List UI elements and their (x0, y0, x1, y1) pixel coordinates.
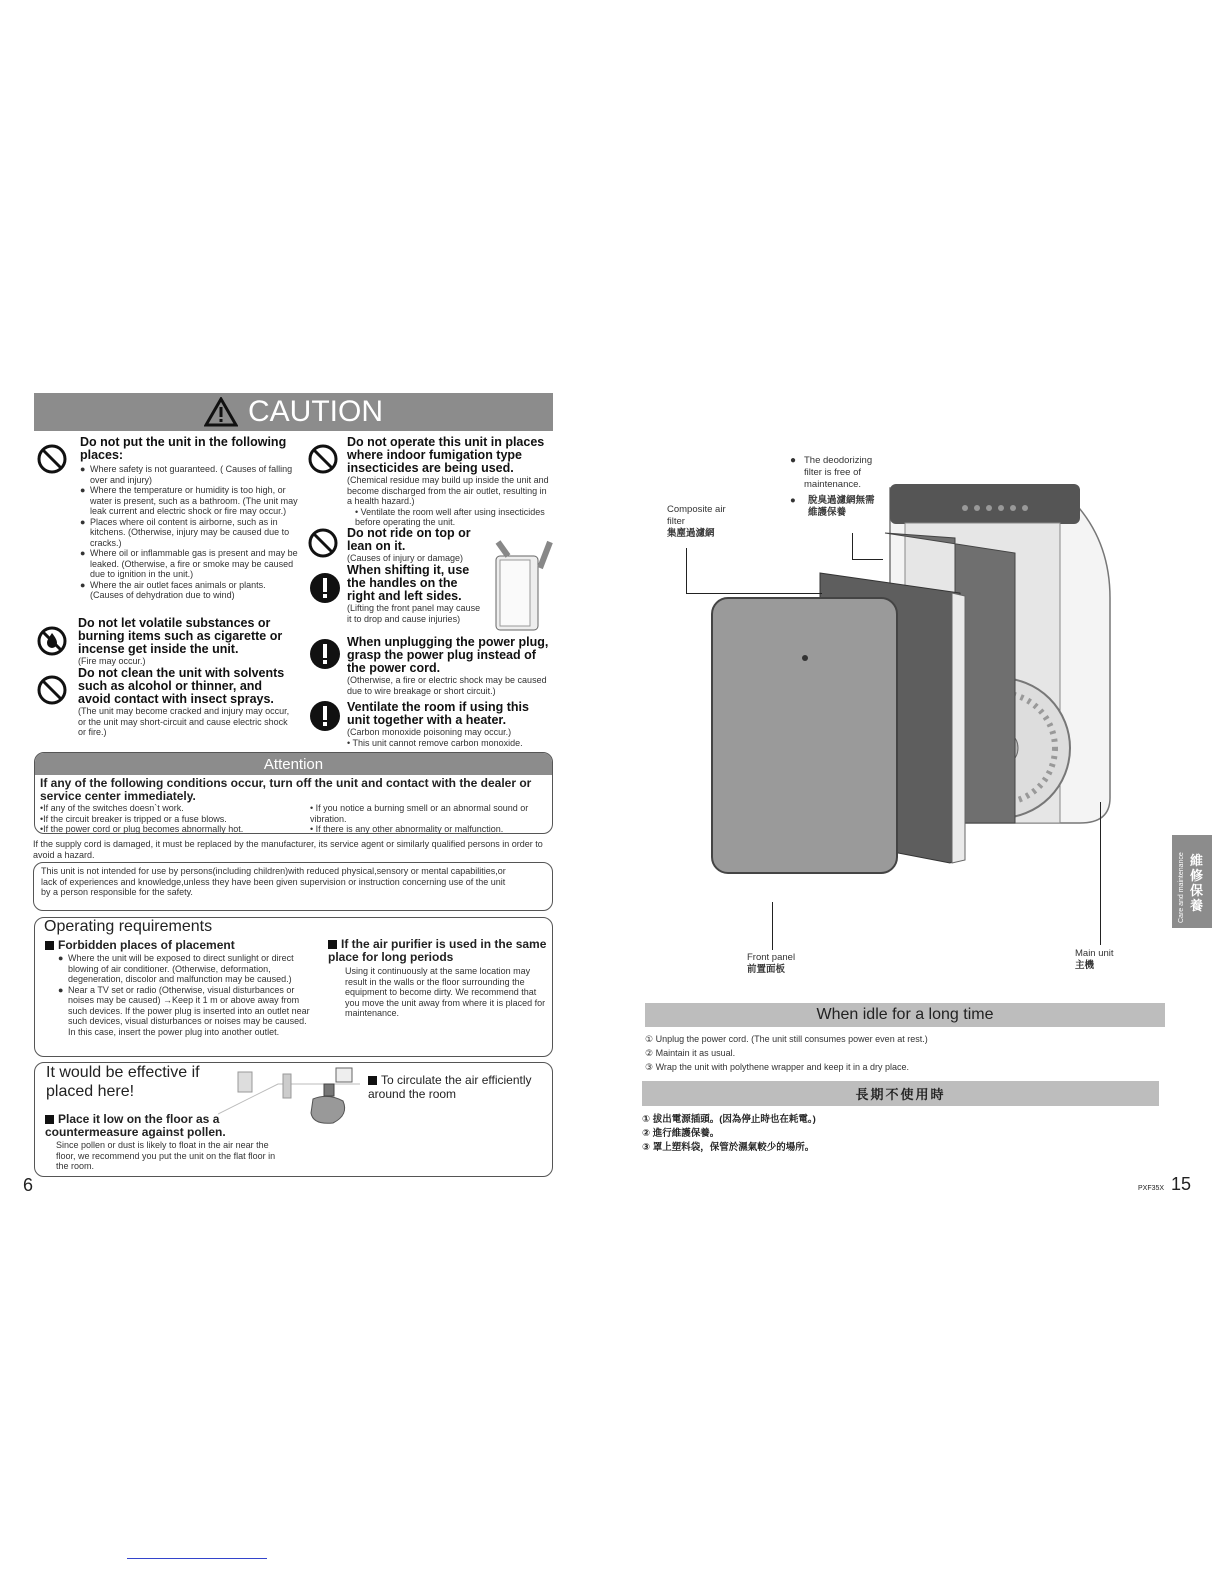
low-text: Since pollen or dust is likely to float in the air near the floor, we recommend you put the unit on the flat floor in the room. (56, 1140, 276, 1171)
item-heading: When shifting it, use the handles on the right and left sides. (347, 563, 470, 603)
air-purifier-exploded-illustration (690, 478, 1120, 878)
attention-left-list (40, 803, 300, 835)
item-heading: Do not clean the unit with solvents such as alcohol or thinner, and avoid contact with insect sprays. (78, 666, 285, 706)
item-note: (Carbon monoxide poisoning may occur.) (347, 727, 512, 737)
page-number-left: 6 (23, 1175, 34, 1195)
item-heading: Do not put the unit in the following places: (80, 435, 287, 462)
bullet: ● Where oil or inflammable gas is present and may be leaked. (Otherwise, a fire or smoke may be caused due to ignition in the unit.) (80, 548, 300, 580)
idle-title: When idle for a long time (645, 1003, 1165, 1027)
caution-left-item-2 (78, 617, 293, 667)
circulate-text: To circulate the air efficiently around the room (368, 1073, 532, 1101)
mandatory-icon (309, 572, 341, 604)
idle-step-zh: 罩上塑料袋，保管於濕氣較少的場所。 (652, 1142, 815, 1153)
item-note: (Lifting the front panel may cause it to drop and cause injuries) (347, 603, 481, 624)
caution-title: CAUTION (248, 395, 383, 428)
main-unit-zh: 主機 (1075, 960, 1095, 971)
bullet: ● Where the unit will be exposed to direct sunlight or direct blowing of air conditioner. (Otherwise, deformation, degeneration, discolor and malfunction may be caused.) (58, 953, 316, 985)
operating-title: Operating requirements (44, 918, 213, 935)
composite-zh: 集塵過濾網 (667, 528, 715, 539)
item-heading: When unplugging the power plug, grasp the power plug instead of the power cord. (347, 635, 549, 675)
caution-right-item-1 (347, 436, 550, 528)
item-note: (Otherwise, a fire or electric shock may be caused due to wire breakage or short circuit.) (347, 675, 547, 696)
deodorizing-en: The deodorizing filter is free of maintenance. (804, 455, 873, 490)
forbidden-heading: Forbidden places of placement (45, 938, 235, 952)
item-note: (The unit may become cracked and injury may occur, or the unit may short-circuit and cause electric shock or fire.) (78, 706, 290, 737)
low-heading: Place it low on the floor as a countermeasure against pollen. (45, 1112, 226, 1139)
idle-title-zh: 長期不使用時 (642, 1081, 1159, 1106)
tab-en: Care and maintenance (1178, 852, 1185, 923)
main-unit-label (1075, 948, 1114, 972)
attention-item: If any of the switches doesn`t work. (43, 803, 184, 813)
page-number-right: 15 (1171, 1174, 1192, 1194)
tab-zh: 維修保養 (1190, 853, 1204, 913)
composite-label (667, 504, 737, 540)
idle-steps: ① Unplug the power cord. (The unit still consumes power even at rest.) ② Maintain it as usual. ③ Wrap the unit with polythene wrapper and keep it in a dry place. (645, 1034, 928, 1072)
leader-line (686, 548, 822, 594)
front-panel-en: Front panel (747, 952, 796, 963)
effective-title: It would be effective if placed here! (46, 1064, 200, 1100)
bullet: ● Near a TV set or radio (Otherwise, visual disturbances or noises may be caused) →Keep it 1 m or above away from such devices. If the power plug is inserted into an outlet near such devices, visual disturbances or noises may be caused. In this case, insert the power plug into another outlet. (58, 985, 316, 1038)
capability-note: This unit is not intended for use by persons(including children)with reduced physical,sensory or mental capabilities,or lack of experiences and knowledge,unless they have been given supervision or instruction concerning use of the unit by a person responsible for the safety. (41, 866, 506, 897)
mandatory-icon (309, 638, 341, 670)
item-heading: Do not ride on top or lean on it. (347, 526, 471, 553)
attention-item: If there is any other abnormality or malfunction. (315, 824, 504, 834)
attention-item: If you notice a burning smell or an abnormal sound or vibration. (310, 803, 529, 824)
attention-title: Attention (35, 753, 552, 775)
item-heading: Do not operate this unit in places where indoor fumigation type insecticides are being used. (347, 435, 545, 475)
item-extra: Ventilate the room well after using insecticides before operating the unit. (355, 506, 545, 527)
leader-line (772, 902, 773, 950)
caution-right-item-4 (347, 636, 552, 696)
prohibited-icon (36, 443, 68, 475)
item-note: (Causes of injury or damage) (347, 553, 464, 563)
leader-line (852, 533, 883, 560)
attention-lead: If any of the following conditions occur, turn off the unit and contact with the dealer or service center immediately. (40, 776, 532, 803)
caution-right-item-2 (347, 527, 487, 564)
warning-triangle-icon (204, 397, 238, 427)
no-fire-icon (36, 625, 68, 657)
bullet: ● Where the temperature or humidity is too high, or water is present, such as a bathroom. (The unit may leak current and electric shock or fire may occur.) (80, 485, 300, 517)
leader-line (1100, 802, 1101, 945)
prohibited-icon (36, 674, 68, 706)
idle-steps-zh: ① 拔出電源插頭。(因為停止時也在耗電。) ② 進行維護保養。 ③ 罩上塑料袋，保管於濕氣較少的場所。 (642, 1114, 816, 1153)
section-tab[interactable] (1172, 835, 1212, 928)
attention-item: If the power cord or plug becomes abnormally hot. (43, 824, 244, 834)
forbidden-list (58, 953, 316, 1037)
front-panel-label (747, 952, 795, 976)
composite-en: Composite air filter (667, 504, 726, 527)
idle-step: Wrap the unit with polythene wrapper and keep it in a dry place. (655, 1062, 910, 1072)
item-note: (Fire may occur.) (78, 656, 146, 666)
caution-banner (34, 393, 553, 431)
item-extra: This unit cannot remove carbon monoxide. (352, 737, 523, 748)
bullet: ● Where safety is not guaranteed. ( Causes of falling over and injury) (80, 464, 300, 485)
mandatory-icon (309, 700, 341, 732)
caution-left-item-3 (78, 667, 296, 738)
bullet: ● Places where oil content is airborne, such as in kitchens. (Otherwise, injury may be caused due to cracks.) (80, 517, 300, 549)
front-panel-zh: 前置面板 (747, 964, 786, 975)
divider-line (127, 1558, 267, 1559)
attention-right-list (310, 803, 550, 835)
prohibited-icon (307, 527, 339, 559)
idle-step-zh: 進行維護保養。 (652, 1128, 720, 1139)
attention-item: If the circuit breaker is tripped or a fuse blows. (43, 813, 227, 824)
item-heading: Do not let volatile substances or burning items such as cigarette or incense get inside the unit. (78, 616, 283, 656)
deodorizing-label: ● The deodorizing filter is free of maintenance. ● 脫臭過濾網無需維護保養 (790, 455, 880, 519)
caution-left-item-1 (80, 436, 300, 601)
idle-step: Maintain it as usual. (655, 1048, 736, 1058)
supply-cord-note: If the supply cord is damaged, it must be replaced by the manufacturer, its service agent or similarly qualified persons in order to avoid a hazard. (33, 839, 543, 860)
model-number: PXF35X (1138, 1185, 1165, 1192)
deodorizing-zh: 脫臭過濾網無需維護保養 (808, 495, 875, 518)
item-heading: Ventilate the room if using this unit together with a heater. (347, 700, 529, 727)
idle-step: Unplug the power cord. (The unit still consumes power even at rest.) (655, 1034, 928, 1044)
caution-right-item-3 (347, 564, 482, 624)
main-unit-en: Main unit (1075, 948, 1114, 959)
bullet: ● Where the air outlet faces animals or plants. (Causes of dehydration due to wind) (80, 580, 300, 601)
item-note: (Chemical residue may build up inside the unit and become discharged from the air outlet, resulting in a health hazard.) (347, 475, 549, 506)
same-place-heading: If the air purifier is used in the same place for long periods (328, 937, 547, 964)
same-place-text: Using it continuously at the same location may result in the walls or the floor surrounding the equipment to become dirty. We recommend that you move the unit away from where it is placed for maintenance. (345, 966, 546, 1018)
unit-handles-illustration (488, 538, 554, 633)
caution-right-item-5 (347, 701, 552, 748)
prohibited-icon (307, 443, 339, 475)
idle-step-zh: 拔出電源插頭。(因為停止時也在耗電。) (652, 1114, 816, 1125)
